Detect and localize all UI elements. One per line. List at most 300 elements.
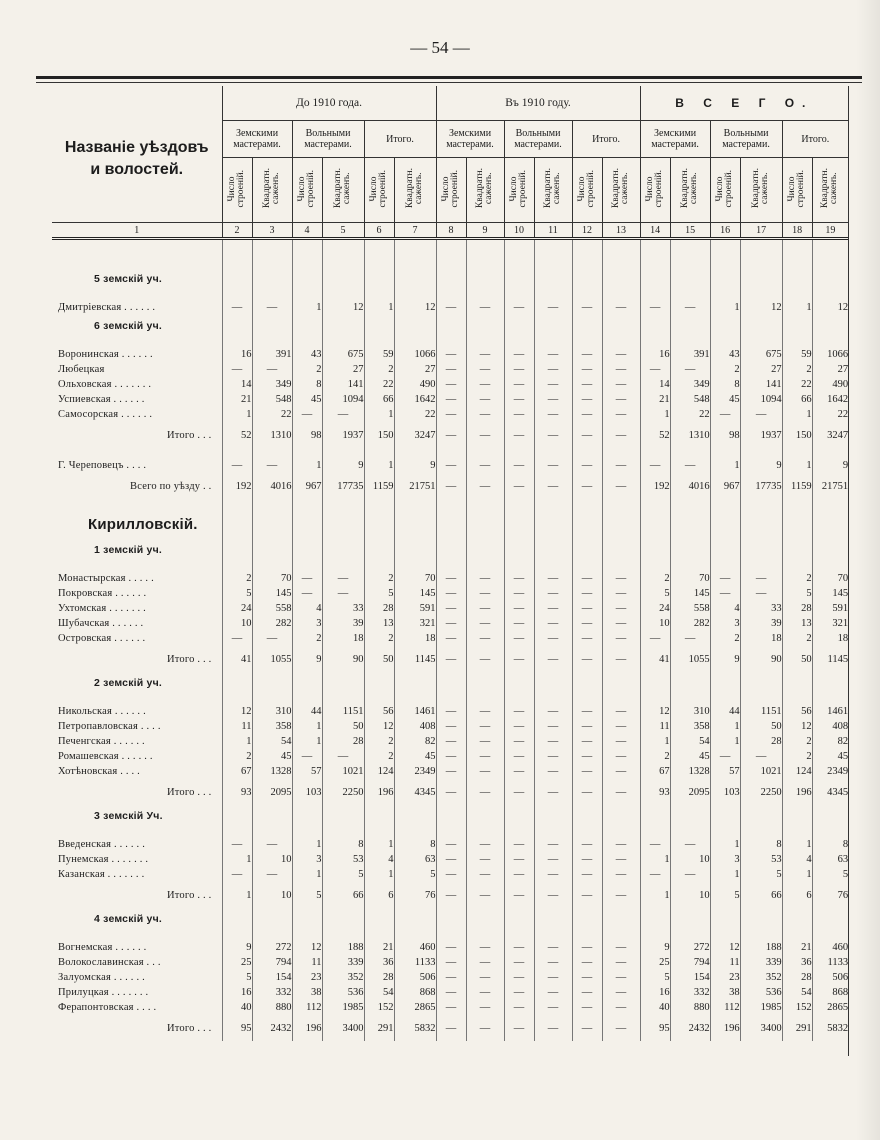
row-name <box>52 448 222 458</box>
cell: 10 <box>252 852 292 867</box>
cell <box>222 561 252 571</box>
cell <box>322 930 364 940</box>
cell <box>740 827 782 837</box>
cell: — <box>640 300 670 315</box>
cell: 95 <box>222 1015 252 1041</box>
cell: 70 <box>812 571 848 586</box>
cell: — <box>602 985 640 1000</box>
cell <box>572 694 602 704</box>
cell <box>640 315 670 337</box>
cell: — <box>640 837 670 852</box>
cell <box>322 239 364 269</box>
cell <box>640 672 670 694</box>
cell: 1 <box>222 407 252 422</box>
cell: 145 <box>670 586 710 601</box>
cell: — <box>466 985 504 1000</box>
cell: — <box>252 362 292 377</box>
table-row <box>52 362 848 377</box>
cell: 1145 <box>394 646 436 672</box>
cell <box>504 268 534 290</box>
cell: 5 <box>740 867 782 882</box>
cell <box>394 509 436 539</box>
cell: — <box>466 779 504 805</box>
cell: 150 <box>782 422 812 448</box>
cell: 192 <box>222 473 252 499</box>
cell: 2250 <box>740 779 782 805</box>
cell: — <box>504 867 534 882</box>
cell: 8 <box>740 837 782 852</box>
cell <box>466 930 504 940</box>
cell <box>292 290 322 300</box>
cell <box>670 509 710 539</box>
cell <box>534 539 572 561</box>
cell <box>710 805 740 827</box>
cell: — <box>572 392 602 407</box>
row-name: Казанская . . . . . . . <box>58 869 145 880</box>
cell: — <box>504 300 534 315</box>
cell: 18 <box>394 631 436 646</box>
row-name: Островская . . . . . . <box>58 633 146 644</box>
cell: — <box>602 646 640 672</box>
cell: 1937 <box>740 422 782 448</box>
cell: — <box>572 347 602 362</box>
cell: — <box>602 779 640 805</box>
cell <box>292 509 322 539</box>
cell <box>812 827 848 837</box>
cell <box>436 268 466 290</box>
cell: 1 <box>364 837 394 852</box>
cell: 66 <box>782 392 812 407</box>
cell <box>292 672 322 694</box>
cell: 67 <box>640 764 670 779</box>
cell <box>670 908 710 930</box>
cell: — <box>534 571 572 586</box>
column-number: 4 <box>292 223 322 239</box>
leaf-header <box>572 158 602 223</box>
cell: — <box>572 300 602 315</box>
cell: 794 <box>670 955 710 970</box>
spacer-row <box>52 337 848 347</box>
cell: 2 <box>222 749 252 764</box>
cell: — <box>504 1000 534 1015</box>
row-name: Дмитріевская . . . . . . <box>58 302 156 313</box>
cell: — <box>534 473 572 499</box>
cell: — <box>322 571 364 586</box>
cell <box>436 448 466 458</box>
table-row <box>52 458 848 473</box>
cell <box>812 509 848 539</box>
cell: 53 <box>322 852 364 867</box>
cell <box>812 930 848 940</box>
cell: 3400 <box>322 1015 364 1041</box>
cell: — <box>466 407 504 422</box>
cell <box>572 930 602 940</box>
cell: — <box>602 764 640 779</box>
cell: — <box>436 422 466 448</box>
cell <box>670 290 710 300</box>
cell <box>740 908 782 930</box>
row-name: Итого . . . <box>166 889 212 901</box>
cell: 21751 <box>812 473 848 499</box>
cell: 1055 <box>252 646 292 672</box>
cell: 5 <box>710 882 740 908</box>
cell <box>466 509 504 539</box>
cell: 54 <box>782 985 812 1000</box>
cell: — <box>602 616 640 631</box>
cell: 291 <box>364 1015 394 1041</box>
cell <box>602 499 640 509</box>
cell: — <box>572 586 602 601</box>
cell <box>292 694 322 704</box>
cell <box>222 499 252 509</box>
cell <box>740 239 782 269</box>
cell: 28 <box>740 734 782 749</box>
cell <box>292 337 322 347</box>
cell: 1 <box>782 837 812 852</box>
cell: — <box>602 867 640 882</box>
cell: 40 <box>640 1000 670 1015</box>
cell: 45 <box>812 749 848 764</box>
cell: — <box>534 719 572 734</box>
cell: — <box>466 646 504 672</box>
cell: 8 <box>710 377 740 392</box>
cell: — <box>602 1015 640 1041</box>
cell: 188 <box>740 940 782 955</box>
table-row <box>52 970 848 985</box>
cell: — <box>436 940 466 955</box>
cell: 868 <box>812 985 848 1000</box>
cell: 1 <box>640 407 670 422</box>
cell: 868 <box>394 985 436 1000</box>
cell: — <box>466 1000 504 1015</box>
cell: 2 <box>364 571 394 586</box>
cell: 8 <box>322 837 364 852</box>
cell: — <box>602 392 640 407</box>
cell: 54 <box>364 985 394 1000</box>
cell: 95 <box>640 1015 670 1041</box>
cell: — <box>534 300 572 315</box>
cell <box>782 448 812 458</box>
cell: 1 <box>710 300 740 315</box>
row-name <box>52 694 222 704</box>
cell: 460 <box>812 940 848 955</box>
cell <box>640 499 670 509</box>
cell <box>670 448 710 458</box>
cell: 2 <box>292 362 322 377</box>
scan-shadow <box>856 0 880 1140</box>
cell <box>602 672 640 694</box>
cell: 352 <box>322 970 364 985</box>
cell <box>292 805 322 827</box>
leaf-header <box>602 158 640 223</box>
cell: 2 <box>222 571 252 586</box>
cell: 54 <box>252 734 292 749</box>
cell <box>572 290 602 300</box>
cell: — <box>534 1015 572 1041</box>
cell: 44 <box>710 704 740 719</box>
cell: 5832 <box>394 1015 436 1041</box>
column-number: 8 <box>436 223 466 239</box>
cell <box>504 930 534 940</box>
cell <box>534 290 572 300</box>
row-name: Итого . . . <box>166 786 212 798</box>
cell: 50 <box>364 646 394 672</box>
cell <box>710 827 740 837</box>
cell <box>534 561 572 571</box>
cell: — <box>436 985 466 1000</box>
cell <box>322 827 364 837</box>
cell <box>710 694 740 704</box>
cell: 2 <box>292 631 322 646</box>
statistics-table <box>52 86 848 1041</box>
cell <box>572 805 602 827</box>
cell <box>534 268 572 290</box>
cell: 1 <box>292 837 322 852</box>
cell <box>394 805 436 827</box>
cell: — <box>504 571 534 586</box>
cell <box>394 337 436 347</box>
cell: 1985 <box>740 1000 782 1015</box>
cell: — <box>504 458 534 473</box>
cell: — <box>436 1015 466 1041</box>
cell: — <box>740 571 782 586</box>
cell <box>572 337 602 347</box>
cell: — <box>436 764 466 779</box>
cell: 1094 <box>740 392 782 407</box>
row-name: Петропавловская . . . . <box>58 721 161 732</box>
cell <box>640 827 670 837</box>
cell: 21 <box>640 392 670 407</box>
cell <box>222 315 252 337</box>
cell: — <box>504 837 534 852</box>
cell: — <box>572 377 602 392</box>
cell: — <box>572 1000 602 1015</box>
spacer-row <box>52 290 848 300</box>
total-row <box>52 1015 848 1041</box>
row-name: Пунемская . . . . . . . <box>58 854 149 865</box>
cell: 1 <box>782 407 812 422</box>
cell <box>504 239 534 269</box>
row-name: Ферапонтовская . . . . <box>58 1002 157 1013</box>
cell: 2 <box>710 362 740 377</box>
name-column-label: Названіе уѣздовъ и волостей. <box>64 139 209 178</box>
cell: 124 <box>364 764 394 779</box>
cell: — <box>322 586 364 601</box>
cell: 1642 <box>394 392 436 407</box>
cell: 21 <box>364 940 394 955</box>
cell <box>436 315 466 337</box>
cell: 98 <box>292 422 322 448</box>
cell: — <box>602 719 640 734</box>
table-row <box>52 407 848 422</box>
cell: 18 <box>812 631 848 646</box>
cell: — <box>534 837 572 852</box>
cell: 1 <box>640 882 670 908</box>
cell: 39 <box>322 616 364 631</box>
cell <box>252 672 292 694</box>
cell: 12 <box>364 719 394 734</box>
cell: 8 <box>292 377 322 392</box>
row-name <box>52 239 222 269</box>
cell <box>466 499 504 509</box>
cell <box>534 337 572 347</box>
leaf-header-label: Число строеній. <box>715 169 735 208</box>
cell <box>252 315 292 337</box>
cell: — <box>572 362 602 377</box>
cell <box>782 539 812 561</box>
cell <box>222 268 252 290</box>
cell: 28 <box>322 734 364 749</box>
cell <box>292 239 322 269</box>
cell: 358 <box>252 719 292 734</box>
cell: — <box>466 837 504 852</box>
cell: — <box>572 837 602 852</box>
cell: — <box>504 779 534 805</box>
cell: 1 <box>710 734 740 749</box>
cell <box>222 539 252 561</box>
cell <box>572 908 602 930</box>
cell: 145 <box>812 586 848 601</box>
row-name: Любецкая <box>58 364 105 375</box>
cell <box>782 930 812 940</box>
cell: 36 <box>364 955 394 970</box>
cell <box>436 290 466 300</box>
cell: 9 <box>740 458 782 473</box>
cell: 9 <box>710 646 740 672</box>
cell <box>252 268 292 290</box>
cell <box>394 315 436 337</box>
cell: — <box>572 473 602 499</box>
cell: 591 <box>394 601 436 616</box>
cell <box>466 448 504 458</box>
cell: — <box>292 749 322 764</box>
cell <box>602 827 640 837</box>
cell: — <box>670 837 710 852</box>
cell <box>322 290 364 300</box>
cell: 21 <box>222 392 252 407</box>
cell <box>222 930 252 940</box>
cell <box>364 805 394 827</box>
cell: — <box>436 473 466 499</box>
cell: — <box>466 1015 504 1041</box>
cell: — <box>572 985 602 1000</box>
cell <box>812 908 848 930</box>
cell: — <box>572 704 602 719</box>
cell <box>602 561 640 571</box>
cell <box>640 805 670 827</box>
cell: 11 <box>640 719 670 734</box>
cell: — <box>534 392 572 407</box>
cell: — <box>740 749 782 764</box>
cell <box>394 930 436 940</box>
cell <box>670 499 710 509</box>
cell: 536 <box>322 985 364 1000</box>
cell: 24 <box>640 601 670 616</box>
cell: 1 <box>782 867 812 882</box>
cell: 1151 <box>322 704 364 719</box>
cell <box>602 315 640 337</box>
cell: 12 <box>782 719 812 734</box>
section-row <box>52 315 848 337</box>
cell: 391 <box>670 347 710 362</box>
subgroup-header: Вольными мастерами. <box>504 121 572 158</box>
cell: — <box>602 749 640 764</box>
cell: 40 <box>222 1000 252 1015</box>
row-name: Шубачская . . . . . . <box>58 618 144 629</box>
cell: — <box>436 300 466 315</box>
cell: — <box>670 362 710 377</box>
row-name: Прилуцкая . . . . . . . <box>58 987 149 998</box>
cell: 38 <box>292 985 322 1000</box>
cell: 66 <box>322 882 364 908</box>
total-row <box>52 473 848 499</box>
cell <box>812 672 848 694</box>
cell: 9 <box>322 458 364 473</box>
cell <box>364 539 394 561</box>
row-name: Кирилловскій. <box>88 515 198 533</box>
cell <box>252 539 292 561</box>
cell: — <box>602 852 640 867</box>
cell: 10 <box>640 616 670 631</box>
cell <box>534 908 572 930</box>
cell <box>740 337 782 347</box>
column-number: 6 <box>364 223 394 239</box>
cell: 9 <box>292 646 322 672</box>
cell: 56 <box>782 704 812 719</box>
cell <box>740 930 782 940</box>
column-number: 14 <box>640 223 670 239</box>
cell: 66 <box>740 882 782 908</box>
cell: 1 <box>364 867 394 882</box>
cell <box>322 268 364 290</box>
cell: 17735 <box>322 473 364 499</box>
cell <box>602 239 640 269</box>
cell <box>602 930 640 940</box>
leaf-header-label: Квадратн. саженъ. <box>611 168 631 209</box>
cell: 25 <box>640 955 670 970</box>
cell: — <box>504 473 534 499</box>
cell: — <box>466 955 504 970</box>
cell: — <box>534 734 572 749</box>
cell: — <box>572 631 602 646</box>
cell <box>394 908 436 930</box>
cell <box>812 315 848 337</box>
cell: — <box>466 867 504 882</box>
cell: 17735 <box>740 473 782 499</box>
cell: — <box>466 734 504 749</box>
cell: — <box>466 458 504 473</box>
cell <box>812 239 848 269</box>
cell <box>252 561 292 571</box>
cell: — <box>466 631 504 646</box>
cell: — <box>436 631 466 646</box>
spacer-row <box>52 499 848 509</box>
cell <box>466 694 504 704</box>
cell <box>364 509 394 539</box>
cell: — <box>436 837 466 852</box>
cell: — <box>466 392 504 407</box>
table-body <box>52 239 848 1042</box>
cell: — <box>534 347 572 362</box>
cell: — <box>466 362 504 377</box>
cell: 52 <box>640 422 670 448</box>
cell: 124 <box>782 764 812 779</box>
cell: 1 <box>710 867 740 882</box>
cell <box>812 290 848 300</box>
cell: 794 <box>252 955 292 970</box>
cell: 3247 <box>812 422 848 448</box>
cell: 33 <box>740 601 782 616</box>
